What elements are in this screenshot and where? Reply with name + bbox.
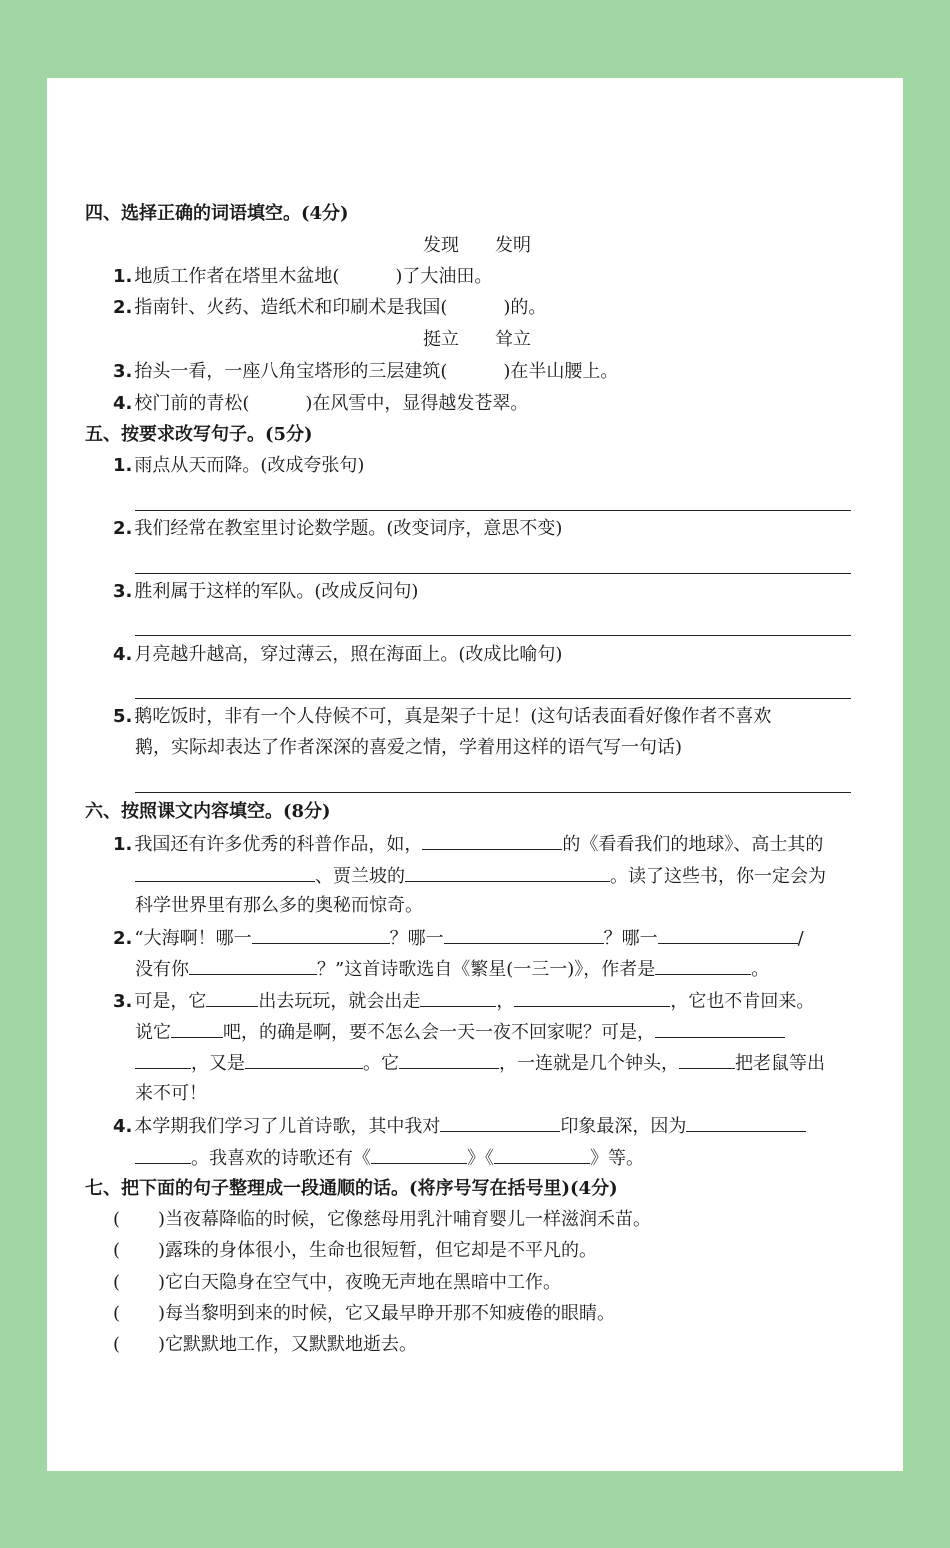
fill-blank[interactable]: [135, 1050, 191, 1069]
section6-q3-line4: 来不可！: [135, 1083, 207, 1104]
worksheet-page: [47, 78, 903, 1471]
order-item: ( )露珠的身体很小，生命也很短暂，但它却是不平凡的。: [113, 1240, 598, 1261]
section5-q2: 2. 我们经常在教室里讨论数学题。(改变词序，意思不变): [113, 518, 563, 539]
section6-title: 六、按照课文内容填空。(8分): [85, 801, 331, 822]
section5-q1: 1. 雨点从天而降。(改成夸张句): [113, 455, 365, 476]
fill-blank[interactable]: [135, 863, 315, 882]
order-paren-close: ): [158, 1303, 166, 1324]
fill-blank[interactable]: [245, 1050, 363, 1069]
fill-blank[interactable]: [444, 925, 604, 944]
fill-blank[interactable]: [206, 988, 258, 1007]
q-number: 4.: [113, 1116, 133, 1137]
order-paren-close: ): [158, 1334, 166, 1355]
section4-q4: 4. 校门前的青松( )在风雪中，显得越发苍翠。: [113, 393, 529, 414]
fill-blank[interactable]: [189, 956, 317, 975]
section6-q1-line2: 、贾兰坡的 。读了这些书，你一定会为: [135, 863, 826, 887]
section6-q4-line2: 。我喜欢的诗歌还有《 》《 》等。: [135, 1145, 644, 1169]
fill-blank[interactable]: [252, 925, 390, 944]
q-number: 4.: [113, 644, 133, 665]
section5-q5: 5. 鹅吃饭时，非有一个人侍候不可，真是架子十足！(这句话表面看好像作者不喜欢: [113, 706, 772, 727]
section4-q3: 3. 抬头一看，一座八角宝塔形的三层建筑( )在半山腰上。: [113, 361, 619, 382]
fill-blank[interactable]: [655, 1019, 785, 1038]
fill-blank[interactable]: [371, 1145, 467, 1164]
word-choices-1: 发现 发明: [423, 235, 531, 256]
answer-line[interactable]: [135, 510, 851, 511]
q-number: 3.: [113, 361, 133, 382]
q-number: 2.: [113, 928, 133, 949]
section5-q5-cont: 鹅，实际却表达了作者深深的喜爱之情，学着用这样的语气写一句话): [135, 737, 683, 758]
fill-blank[interactable]: [658, 925, 798, 944]
section5-q4: 4. 月亮越升越高，穿过薄云，照在海面上。(改成比喻句): [113, 644, 563, 665]
section7-title: 七、把下面的句子整理成一段通顺的话。(将序号写在括号里)(4分): [85, 1178, 618, 1199]
section6-q1: 1. 我国还有许多优秀的科普作品，如， 的《看看我们的地球》、高士其的: [113, 831, 823, 855]
fill-blank[interactable]: [405, 863, 610, 882]
fill-blank[interactable]: [655, 956, 751, 975]
section6-q3-line2: 说它 吧，的确是啊，要不怎么会一天一夜不回家呢？可是，: [135, 1019, 785, 1043]
word-choices-2: 挺立 耸立: [423, 329, 531, 350]
section6-q2-line2: 没有你 ？”这首诗歌选自《繁星(一三一)》，作者是 。: [135, 956, 769, 980]
section6-q3-line3: ，又是 。它 ，一连就是几个钟头， 把老鼠等出: [135, 1050, 825, 1074]
answer-line[interactable]: [135, 792, 851, 793]
fill-blank[interactable]: [440, 1113, 560, 1132]
fill-blank[interactable]: [399, 1050, 499, 1069]
fill-blank[interactable]: [422, 831, 562, 850]
order-paren-close: ): [158, 1272, 166, 1293]
section6-q3: 3. 可是，它 出去玩玩，就会出走 ， ，它也不肯回来。: [113, 988, 814, 1012]
q-number: 3.: [113, 991, 133, 1012]
answer-line[interactable]: [135, 698, 851, 699]
order-item: ( )它白天隐身在空气中，夜晚无声地在黑暗中工作。: [113, 1272, 562, 1293]
section4-title: 四、选择正确的词语填空。(4分): [85, 203, 349, 224]
fill-blank[interactable]: [420, 988, 496, 1007]
section4-q1: 1. 地质工作者在塔里木盆地( )了大油田。: [113, 266, 493, 287]
order-paren-open: (: [113, 1272, 121, 1293]
fill-blank[interactable]: [171, 1019, 223, 1038]
section6-q2: 2. “大海啊！哪一 ？哪一 ？哪一 /: [113, 925, 804, 949]
order-paren-open: (: [113, 1240, 121, 1261]
order-paren-close: ): [158, 1240, 166, 1261]
order-item: ( )每当黎明到来的时候，它又最早睁开那不知疲倦的眼睛。: [113, 1303, 616, 1324]
fill-blank[interactable]: [679, 1050, 735, 1069]
section6-q4: 4. 本学期我们学习了儿首诗歌，其中我对 印象最深，因为: [113, 1113, 806, 1137]
order-paren-open: (: [113, 1334, 121, 1355]
q-number: 2.: [113, 518, 133, 539]
section5-title: 五、按要求改写句子。(5分): [85, 424, 313, 445]
section5-q3: 3. 胜利属于这样的军队。(改成反问句): [113, 581, 419, 602]
order-item: ( )它默默地工作，又默默地逝去。: [113, 1334, 418, 1355]
fill-blank[interactable]: [686, 1113, 806, 1132]
q-number: 3.: [113, 581, 133, 602]
order-paren-open: (: [113, 1303, 121, 1324]
section4-q2: 2. 指南针、火药、造纸术和印刷术是我国( )的。: [113, 297, 547, 318]
answer-line[interactable]: [135, 573, 851, 574]
order-paren-open: (: [113, 1209, 121, 1230]
q-number: 4.: [113, 393, 133, 414]
fill-blank[interactable]: [135, 1145, 191, 1164]
q-number: 1.: [113, 834, 133, 855]
fill-blank[interactable]: [514, 988, 670, 1007]
fill-blank[interactable]: [494, 1145, 590, 1164]
section6-q1-line3: 科学世界里有那么多的奥秘而惊奇。: [135, 895, 423, 916]
order-paren-close: ): [158, 1209, 166, 1230]
answer-line[interactable]: [135, 635, 851, 636]
q-number: 2.: [113, 297, 133, 318]
q-number: 1.: [113, 455, 133, 476]
q-number: 5.: [113, 706, 133, 727]
order-item: ( )当夜幕降临的时候，它像慈母用乳汁哺育婴儿一样滋润禾苗。: [113, 1209, 652, 1230]
q-number: 1.: [113, 266, 133, 287]
